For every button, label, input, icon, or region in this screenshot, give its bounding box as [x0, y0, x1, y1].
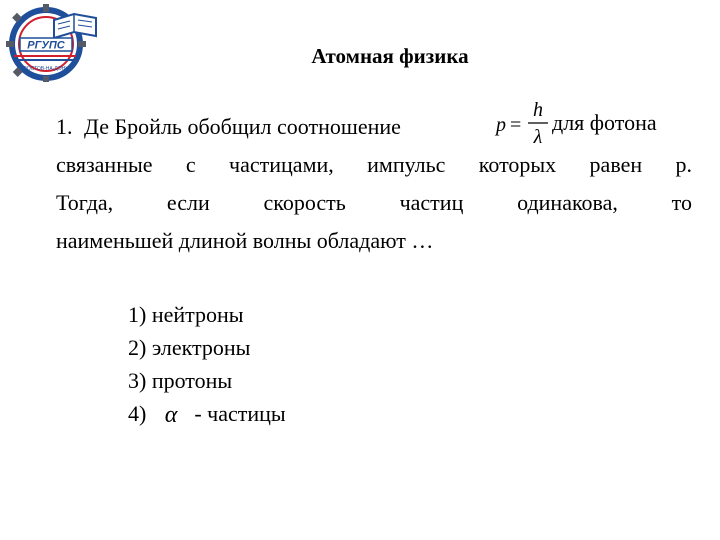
question-tail-text: для фотона [552, 110, 657, 135]
question-line-2: связанные с частицами, импульс которых равен p. [56, 152, 692, 177]
option-text: электроны [151, 335, 251, 360]
answer-option-1[interactable] [128, 298, 286, 331]
option-text: нейтроны [151, 302, 244, 327]
question-lead-text: Де Бройль обобщил соотношение [84, 114, 401, 139]
university-logo [4, 2, 104, 82]
page-title: Атомная физика [311, 44, 469, 68]
formula-lhs: p [496, 114, 506, 136]
formula-equals: = [510, 114, 522, 136]
alpha-symbol [150, 402, 192, 426]
option-number: 2) [128, 335, 147, 360]
question-line-4: наименьшей длиной волны обладают … [56, 228, 434, 253]
question-line-3: Тогда, если скорость частиц одинакова, то [56, 190, 692, 215]
answer-option-3[interactable] [128, 364, 286, 397]
alpha-glyph: α [165, 401, 178, 426]
logo-subtext: РОСТОВ-НА-ДОНУ [23, 66, 69, 72]
answer-option-4[interactable] [128, 397, 286, 430]
question-number: 1. [56, 114, 73, 139]
option-number: 3) [128, 368, 147, 393]
option-number: 1) [128, 302, 147, 327]
logo-text: РГУПС [27, 39, 65, 52]
formula-numerator: h [533, 99, 543, 121]
answer-option-2[interactable] [128, 331, 286, 364]
option-text: протоны [151, 368, 233, 393]
option-number: 4) [128, 401, 147, 426]
question-block [56, 99, 692, 260]
answer-options [128, 298, 286, 430]
formula-denominator: λ [533, 126, 543, 148]
question-first-line [56, 99, 692, 148]
option-text: - частицы [194, 401, 286, 426]
